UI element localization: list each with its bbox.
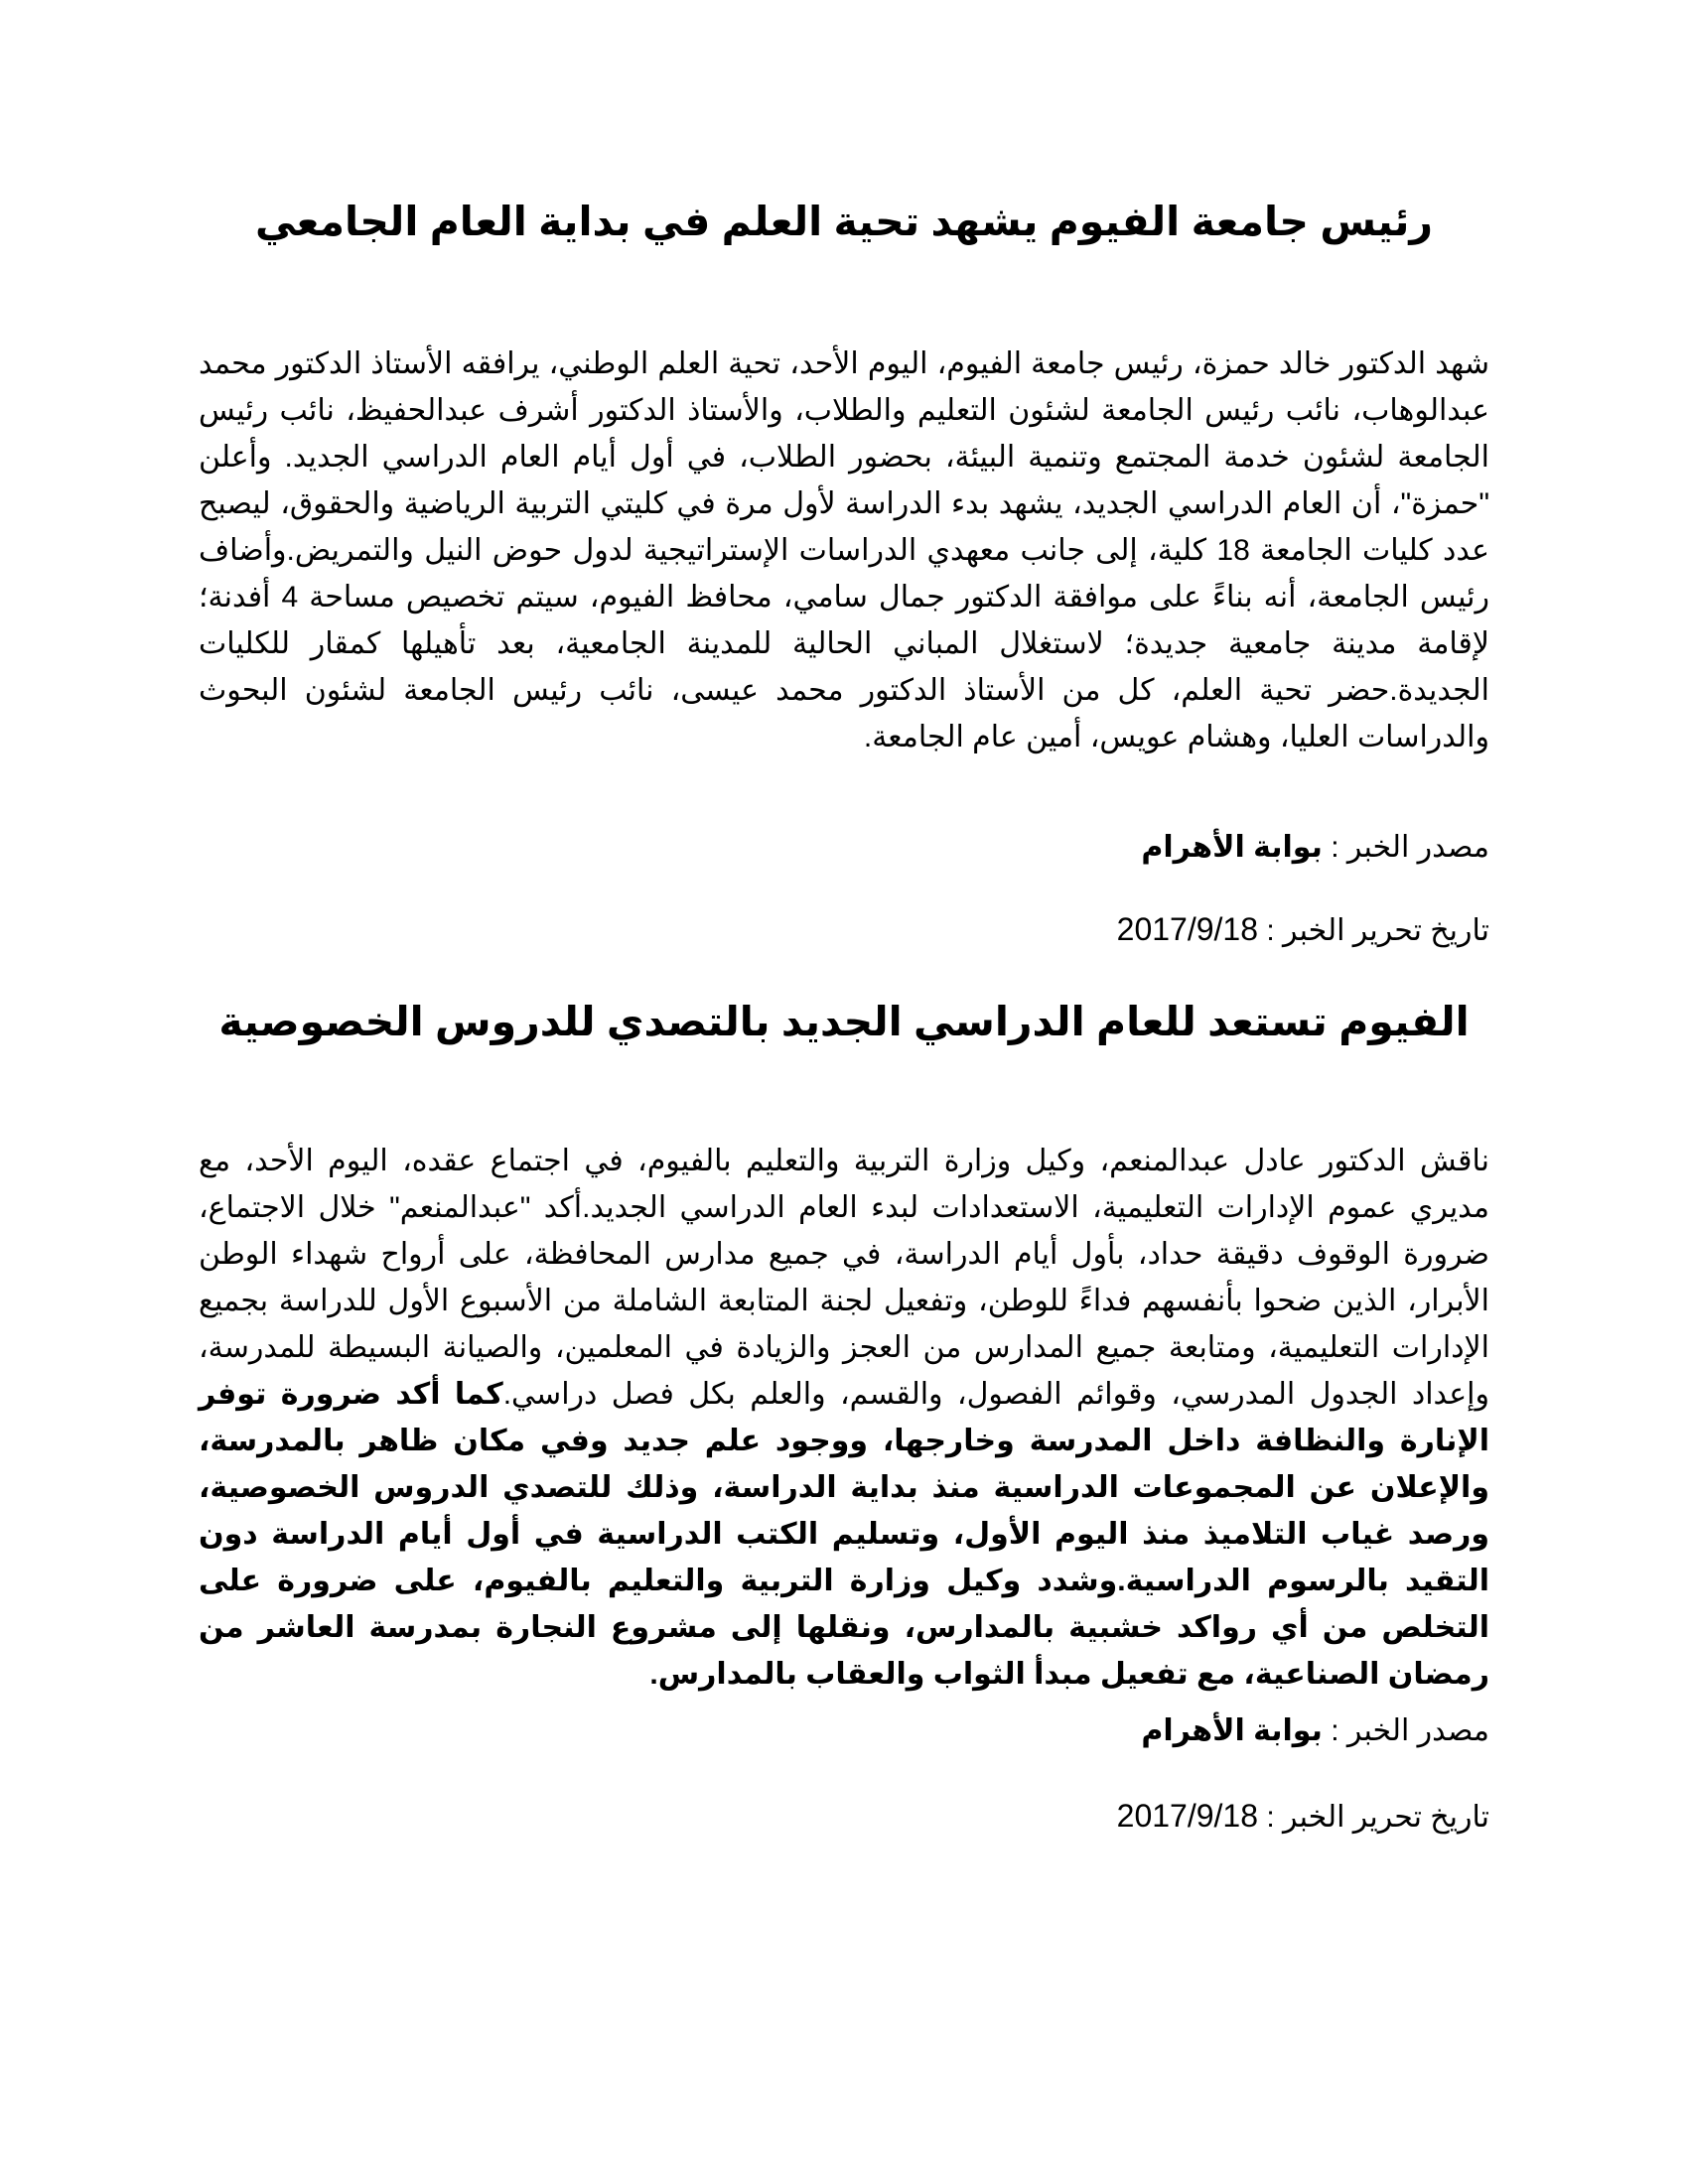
article-2-date-value: 2017/9/18	[1116, 1798, 1259, 1834]
article-1-source-value: بوابة الأهرام	[1141, 831, 1323, 864]
article-1-title: رئيس جامعة الفيوم يشهد تحية العلم في بداية العام الجامعي	[254, 199, 1434, 244]
article-1-body: شهد الدكتور خالد حمزة، رئيس جامعة الفيوم، اليوم الأحد، تحية العلم الوطني، يرافقه الأستاذ الدكتور محمد عبدالوهاب، نائب رئيس الجامعة لشئون التعليم والطلاب، والأستاذ الدكتور أشرف عبدالحفيظ، نائب رئيس الجامعة لشئون خدمة المجتمع وتنمية البيئة، بحضور الطلاب، في أول أيام العام الدراسي الجديد. وأعلن "حمزة"، أن العام الدراسي الجديد، يشهد بدء الدراسة لأول مرة في كليتي التربية الرياضية والحقوق، ليصبح عدد كليات الجامعة 18 كلية، إلى جانب معهدي الدراسات الإستراتيجية لدول حوض النيل والتمريض.وأضاف رئيس الجامعة، أنه بناءً على موافقة الدكتور جمال سامي، محافظ الفيوم، سيتم تخصيص مساحة 4 أفدنة؛ لإقامة مدينة جامعية جديدة؛ لاستغلال المباني الحالية للمدينة الجامعية، بعد تأهيلها كمقار للكليات الجديدة.حضر تحية العلم، كل من الأستاذ الدكتور محمد عيسى، نائب رئيس الجامعة لشئون البحوث والدراسات العليا، وهشام عويس، أمين عام الجامعة.	[199, 347, 1489, 753]
article-2-date-label: تاريخ تحرير الخبر :	[1258, 1801, 1489, 1834]
article-1-source	[1141, 828, 1489, 868]
article-2-body	[199, 1138, 1489, 1698]
article-2-body-plain: ناقش الدكتور عادل عبدالمنعم، وكيل وزارة التربية والتعليم بالفيوم، في اجتماع عقده، اليوم الأحد، مع مديري عموم الإدارات التعليمية، الاستعدادات لبدء العام الدراسي الجديد.أكد "عبدالمنعم" خلال الاجتماع، ضرورة الوقوف دقيقة حداد، بأول أيام الدراسة، في جميع مدارس المحافظة، على أرواح شهداء الوطن الأبرار، الذين ضحوا بأنفسهم فداءً للوطن، وتفعيل لجنة المتابعة الشاملة من الأسبوع الأول للدراسة بجميع الإدارات التعليمية، ومتابعة جميع المدارس من العجز والزيادة في المعلمين، والصيانة البسيطة للمدرسة، وإعداد الجدول المدرسي، وقوائم الفصول، والقسم، والعلم بكل فصل دراسي.	[199, 1145, 1490, 1411]
article-2-source	[1141, 1711, 1489, 1751]
article-2-date	[1117, 1796, 1489, 1838]
article-2-source-value: بوابة الأهرام	[1141, 1714, 1323, 1747]
article-2-source-label: مصدر الخبر :	[1322, 1714, 1489, 1747]
article-2-title: الفيوم تستعد للعام الدراسي الجديد بالتصدي للدروس الخصوصية	[218, 999, 1470, 1044]
article-2-body-bold: كما أكد ضرورة توفر الإنارة والنظافة داخل المدرسة وخارجها، ووجود علم جديد وفي مكان ظاهر بالمدرسة، والإعلان عن المجموعات الدراسية منذ بداية الدراسة، وذلك للتصدي الدروس الخصوصية، ورصد غياب التلاميذ منذ اليوم الأول، وتسليم الكتب الدراسية في أول أيام الدراسة دون التقيد بالرسوم الدراسية.وشدد وكيل وزارة التربية والتعليم بالفيوم، على ضرورة على التخلص من أي رواكد خشبية بالمدارس، ونقلها إلى مشروع النجارة بمدرسة العاشر من رمضان الصناعية، مع تفعيل مبدأ الثواب والعقاب بالمدارس.	[199, 1378, 1489, 1691]
article-1-date	[1117, 909, 1489, 951]
article-1-date-value: 2017/9/18	[1116, 911, 1259, 947]
article-1-source-label: مصدر الخبر :	[1322, 831, 1489, 864]
article-1-date-label: تاريخ تحرير الخبر :	[1258, 914, 1489, 947]
